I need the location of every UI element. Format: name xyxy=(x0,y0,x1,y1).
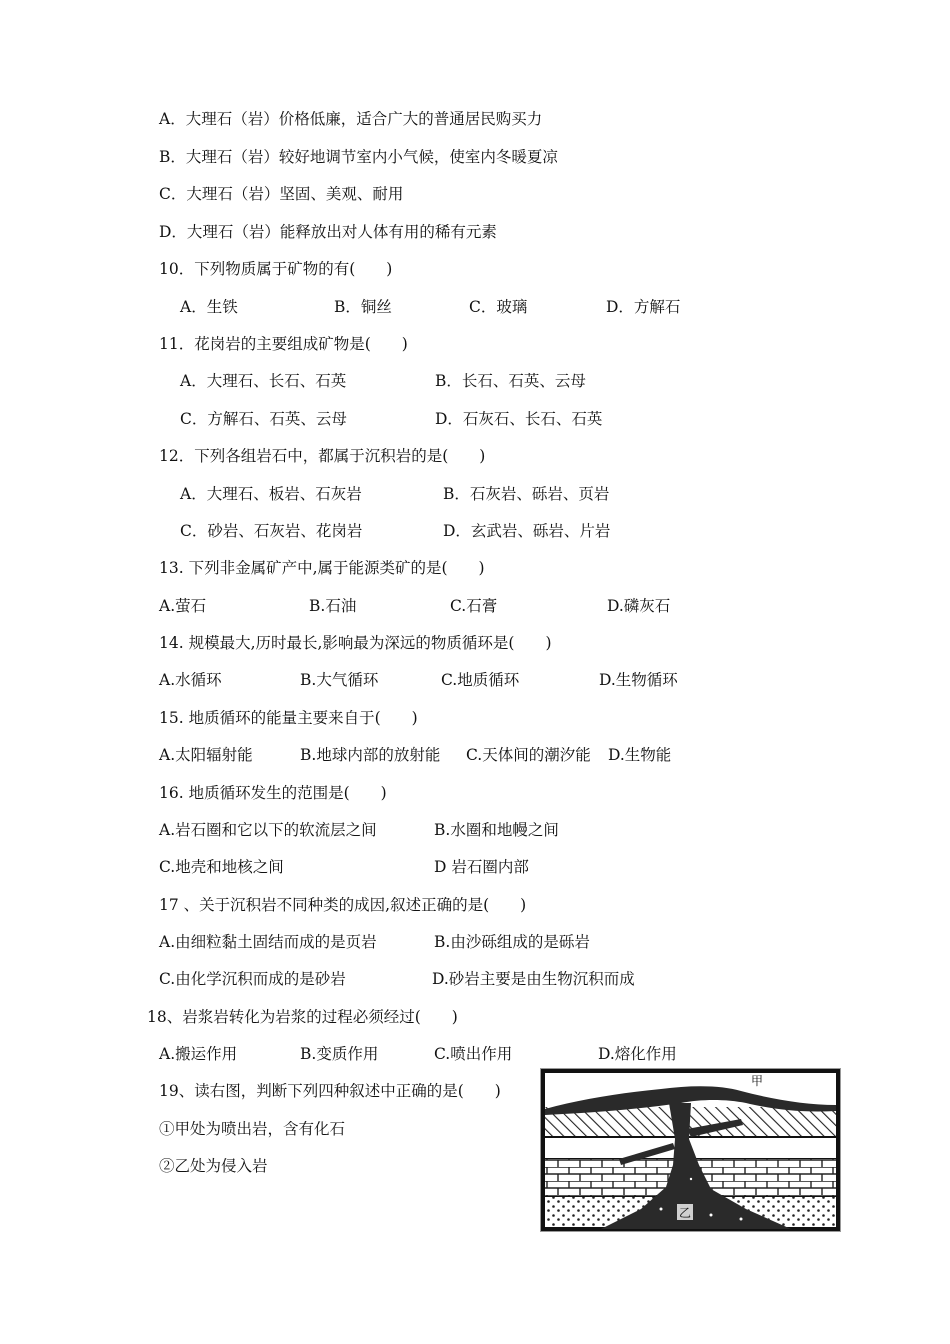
q12-option-d: D．玄武岩、砾岩、片岩 xyxy=(443,522,611,540)
q12-option-a: A．大理石、板岩、石灰岩 xyxy=(180,485,362,503)
q13-option-c: C.石膏 xyxy=(450,597,498,615)
q18-stem: 18、岩浆岩转化为岩浆的过程必须经过( ) xyxy=(147,1008,458,1026)
q11-option-d: D．石灰石、长石、石英 xyxy=(435,410,603,428)
q14-option-b: B.大气循环 xyxy=(300,671,379,689)
q15-option-a: A.太阳辐射能 xyxy=(159,746,253,764)
q14-option-c: C.地质循环 xyxy=(441,671,520,689)
q19-geology-figure xyxy=(540,1068,841,1232)
q10-option-a: A．生铁 xyxy=(180,298,238,316)
q17-option-d: D.砂岩主要是由生物沉积而成 xyxy=(432,970,635,988)
q11-option-c: C．方解石、石英、云母 xyxy=(180,410,347,428)
q13-option-d: D.磷灰石 xyxy=(607,597,671,615)
q17-stem: 17 、关于沉积岩不同种类的成因,叙述正确的是( ) xyxy=(159,896,527,914)
figure-label-jia: 甲 xyxy=(751,1074,764,1088)
q18-option-a: A.搬运作用 xyxy=(159,1045,238,1063)
q16-option-d: D 岩石圈内部 xyxy=(434,858,529,876)
q15-option-d: D.生物能 xyxy=(608,746,672,764)
figure-label-yi: 乙 xyxy=(679,1206,692,1220)
q16-option-c: C.地壳和地核之间 xyxy=(159,858,284,876)
q16-option-a: A.岩石圈和它以下的软流层之间 xyxy=(159,821,377,839)
q9-option-b: B．大理石（岩）较好地调节室内小气候，使室内冬暖夏凉 xyxy=(159,148,558,166)
q13-option-a: A.萤石 xyxy=(159,597,207,615)
q17-option-b: B.由沙砾组成的是砾岩 xyxy=(434,933,590,951)
q15-option-c: C.天体间的潮汐能 xyxy=(466,746,591,764)
q11-option-a: A．大理石、长石、石英 xyxy=(180,372,347,390)
q14-option-a: A.水循环 xyxy=(159,671,222,689)
q12-option-b: B．石灰岩、砾岩、页岩 xyxy=(443,485,610,503)
q16-option-b: B.水圈和地幔之间 xyxy=(434,821,559,839)
q17-option-a: A.由细粒黏土固结而成的是页岩 xyxy=(159,933,377,951)
q14-option-d: D.生物循环 xyxy=(599,671,678,689)
q10-option-d: D．方解石 xyxy=(606,298,681,316)
q18-option-b: B.变质作用 xyxy=(300,1045,379,1063)
q19-statement-1: ①甲处为喷出岩，含有化石 xyxy=(159,1120,346,1138)
q18-option-d: D.熔化作用 xyxy=(598,1045,677,1063)
q16-stem: 16. 地质循环发生的范围是( ) xyxy=(159,784,387,802)
q15-stem: 15. 地质循环的能量主要来自于( ) xyxy=(159,709,418,727)
q17-option-c: C.由化学沉积而成的是砂岩 xyxy=(159,970,346,988)
q9-option-d: D．大理石（岩）能释放出对人体有用的稀有元素 xyxy=(159,223,497,241)
q19-stem: 19、读右图，判断下列四种叙述中正确的是( ) xyxy=(159,1082,501,1100)
q13-option-b: B.石油 xyxy=(309,597,357,615)
q14-stem: 14. 规模最大,历时最长,影响最为深远的物质循环是( ) xyxy=(159,634,552,652)
q19-statement-2: ②乙处为侵入岩 xyxy=(159,1157,268,1175)
q15-option-b: B.地球内部的放射能 xyxy=(300,746,441,764)
rock-strata-diagram xyxy=(541,1069,840,1231)
q11-stem: 11．花岗岩的主要组成矿物是( ) xyxy=(159,335,408,353)
q13-stem: 13. 下列非金属矿产中,属于能源类矿的是( ) xyxy=(159,559,485,577)
q12-stem: 12．下列各组岩石中，都属于沉积岩的是( ) xyxy=(159,447,486,465)
q10-stem: 10．下列物质属于矿物的有( ) xyxy=(159,260,393,278)
q9-option-c: C．大理石（岩）坚固、美观、耐用 xyxy=(159,185,404,203)
q9-option-a: A．大理石（岩）价格低廉，适合广大的普通居民购买力 xyxy=(159,110,543,128)
q10-option-c: C．玻璃 xyxy=(469,298,528,316)
q12-option-c: C．砂岩、石灰岩、花岗岩 xyxy=(180,522,363,540)
q18-option-c: C.喷出作用 xyxy=(434,1045,513,1063)
q11-option-b: B．长石、石英、云母 xyxy=(435,372,586,390)
q10-option-b: B．铜丝 xyxy=(334,298,392,316)
